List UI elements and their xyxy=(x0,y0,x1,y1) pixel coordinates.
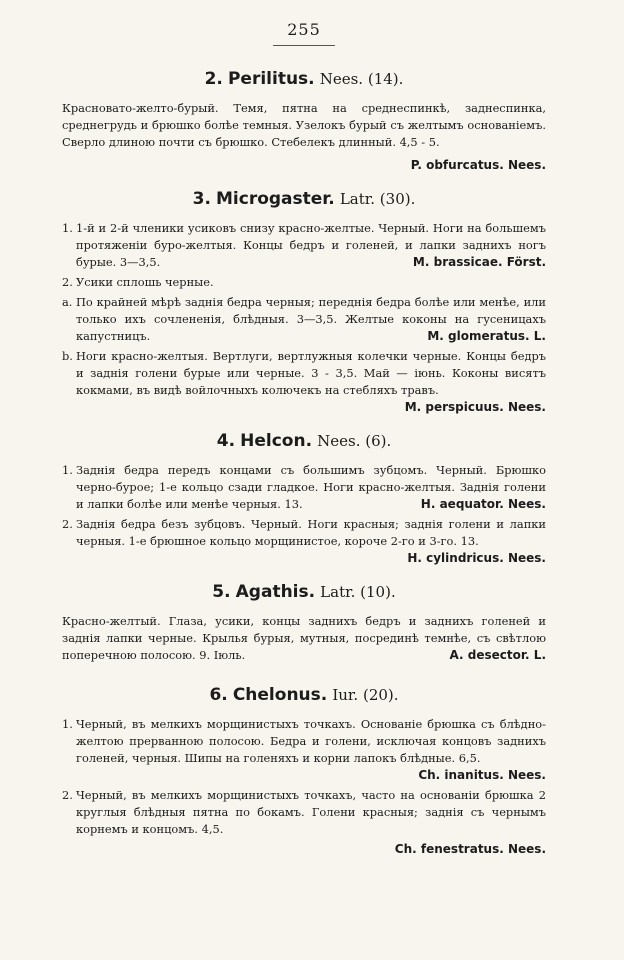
description-text: Красно-желтый. Глаза, усики, концы заднихъ бедръ и заднихъ голеней и заднія лапки черные. Крылья бурыя, мутныя, посрединѣ темнѣе, съ свѣтлою поперечною полосою. 9. Іюль. xyxy=(62,614,546,662)
genus-heading xyxy=(62,68,546,90)
genus-number: 3. xyxy=(192,189,211,209)
species-name: M. perspicuus. Nees. xyxy=(404,400,546,414)
entry-text: Заднія бедра передъ концами съ большимъ зубцомъ. Черный. Брюшко черно-бурое; 1-е кольцо сзади гладкое. Ноги красно-желтыя. Заднія голени и лапки болѣе или менѣе черныя. 13. xyxy=(76,463,546,511)
entry-number: 2. xyxy=(62,788,73,802)
genus-name: Microgaster. xyxy=(216,189,335,209)
key-entry xyxy=(62,348,546,416)
key-entry xyxy=(62,516,546,567)
entry-text: Ноги красно-желтыя. Вертлуги, вертлужныя колечки черные. Концы бедръ и заднія голени бурые или черные. 3 - 3,5. Май — іюнь. Коконы висятъ кокмами, въ видѣ войлочныхъ колючекъ на стебляхъ травъ. xyxy=(76,349,546,397)
entry-text: Усики сплошь черные. xyxy=(76,275,214,289)
genus-authority: Latr. (10). xyxy=(320,583,396,601)
entry-text: По крайней мѣрѣ заднія бедра черныя; переднія бедра болѣе или менѣе, или только ихъ сочлененія, блѣдныя. 3—3,5. Желтые коконы на гусеницахъ капустницъ. xyxy=(76,295,546,343)
entry-number: 1. xyxy=(62,717,73,731)
species-name: P. obfurcatus. Nees. xyxy=(410,158,546,172)
key-entry xyxy=(62,716,546,784)
entry-text: Черный, въ мелкихъ морщинистыхъ точкахъ. Основаніе брюшка съ блѣдно-желтою прерванною полосою. Бедра и голени, исключая концовъ заднихъ голеней, черныя. Шипы на голеняхъ и корни лапокъ блѣдные. 6,5. xyxy=(76,717,546,765)
section-microgaster xyxy=(62,188,546,416)
key-entry xyxy=(62,274,546,291)
genus-number: 4. xyxy=(216,431,236,451)
genus-name: Agathis. xyxy=(235,582,316,602)
species-name: A. desector. L. xyxy=(449,648,546,662)
key-entry xyxy=(62,787,546,838)
key-entry xyxy=(62,220,546,271)
entry-text: 1-й и 2-й членики усиковъ снизу красно-желтые. Черный. Ноги на большемъ протяженіи буро-желтыя. Концы бедръ и голеней, и лапки заднихъ ногъ бурые. 3—3,5. xyxy=(76,221,546,269)
section-helcon xyxy=(62,430,546,567)
key-entry xyxy=(62,294,546,345)
genus-description: Красновато-желто-бурый. Темя, пятна на среднеспинкѣ, заднеспинка, среднегрудь и брюшко болѣе темныя. Узелокъ бурый съ желтымъ основаніемъ. Сверло длиною почти съ брюшко. Стебелекъ длинный. 4,5 - 5. xyxy=(62,101,546,149)
genus-number: 5. xyxy=(212,582,231,602)
section-chelonus xyxy=(62,684,546,858)
genus-description xyxy=(62,613,546,664)
genus-heading xyxy=(62,581,546,603)
genus-authority: Nees. (6). xyxy=(317,432,392,450)
section-agathis xyxy=(62,581,546,670)
section-perilitus xyxy=(62,68,546,174)
entry-number: a. xyxy=(62,295,73,309)
genus-heading xyxy=(62,188,546,210)
species-name: Ch. fenestratus. Nees. xyxy=(394,842,546,856)
genus-heading xyxy=(62,430,546,452)
genus-name: Perilitus. xyxy=(227,69,315,89)
genus-authority: Iur. (20). xyxy=(332,686,399,704)
genus-number: 2. xyxy=(204,69,223,89)
genus-name: Chelonus. xyxy=(232,685,328,705)
genus-heading xyxy=(62,684,546,706)
species-name: H. cylindricus. Nees. xyxy=(407,551,546,565)
entry-number: 2. xyxy=(62,275,73,289)
page-number: 255 xyxy=(287,20,321,39)
species-name: M. glomeratus. L. xyxy=(427,329,546,343)
genus-number: 6. xyxy=(209,685,228,705)
genus-authority: Latr. (30). xyxy=(339,190,416,208)
entry-number: b. xyxy=(62,349,73,363)
key-entry xyxy=(62,462,546,513)
entry-number: 1. xyxy=(62,221,73,235)
genus-authority: Nees. (14). xyxy=(319,70,404,88)
page-number-rule xyxy=(273,45,335,46)
entry-number: 1. xyxy=(62,463,73,477)
species-name: H. aequator. Nees. xyxy=(420,497,546,511)
genus-name: Helcon. xyxy=(240,431,313,451)
entry-text: Заднія бедра безъ зубцовъ. Черный. Ноги красныя; заднія голени и лапки черныя. 1-е брюшное кольцо морщинистое, короче 2-го и 3-го. 13. xyxy=(76,517,546,548)
species-name: Ch. inanitus. Nees. xyxy=(418,768,546,782)
species-name: M. brassicae. Först. xyxy=(412,255,546,269)
entry-number: 2. xyxy=(62,517,73,531)
entry-text: Черный, въ мелкихъ морщинистыхъ точкахъ, часто на основаніи брюшка 2 круглыя блѣдныя пятна по бокамъ. Голени красныя; заднія съ чернымъ корнемъ и концомъ. 4,5. xyxy=(76,788,546,836)
